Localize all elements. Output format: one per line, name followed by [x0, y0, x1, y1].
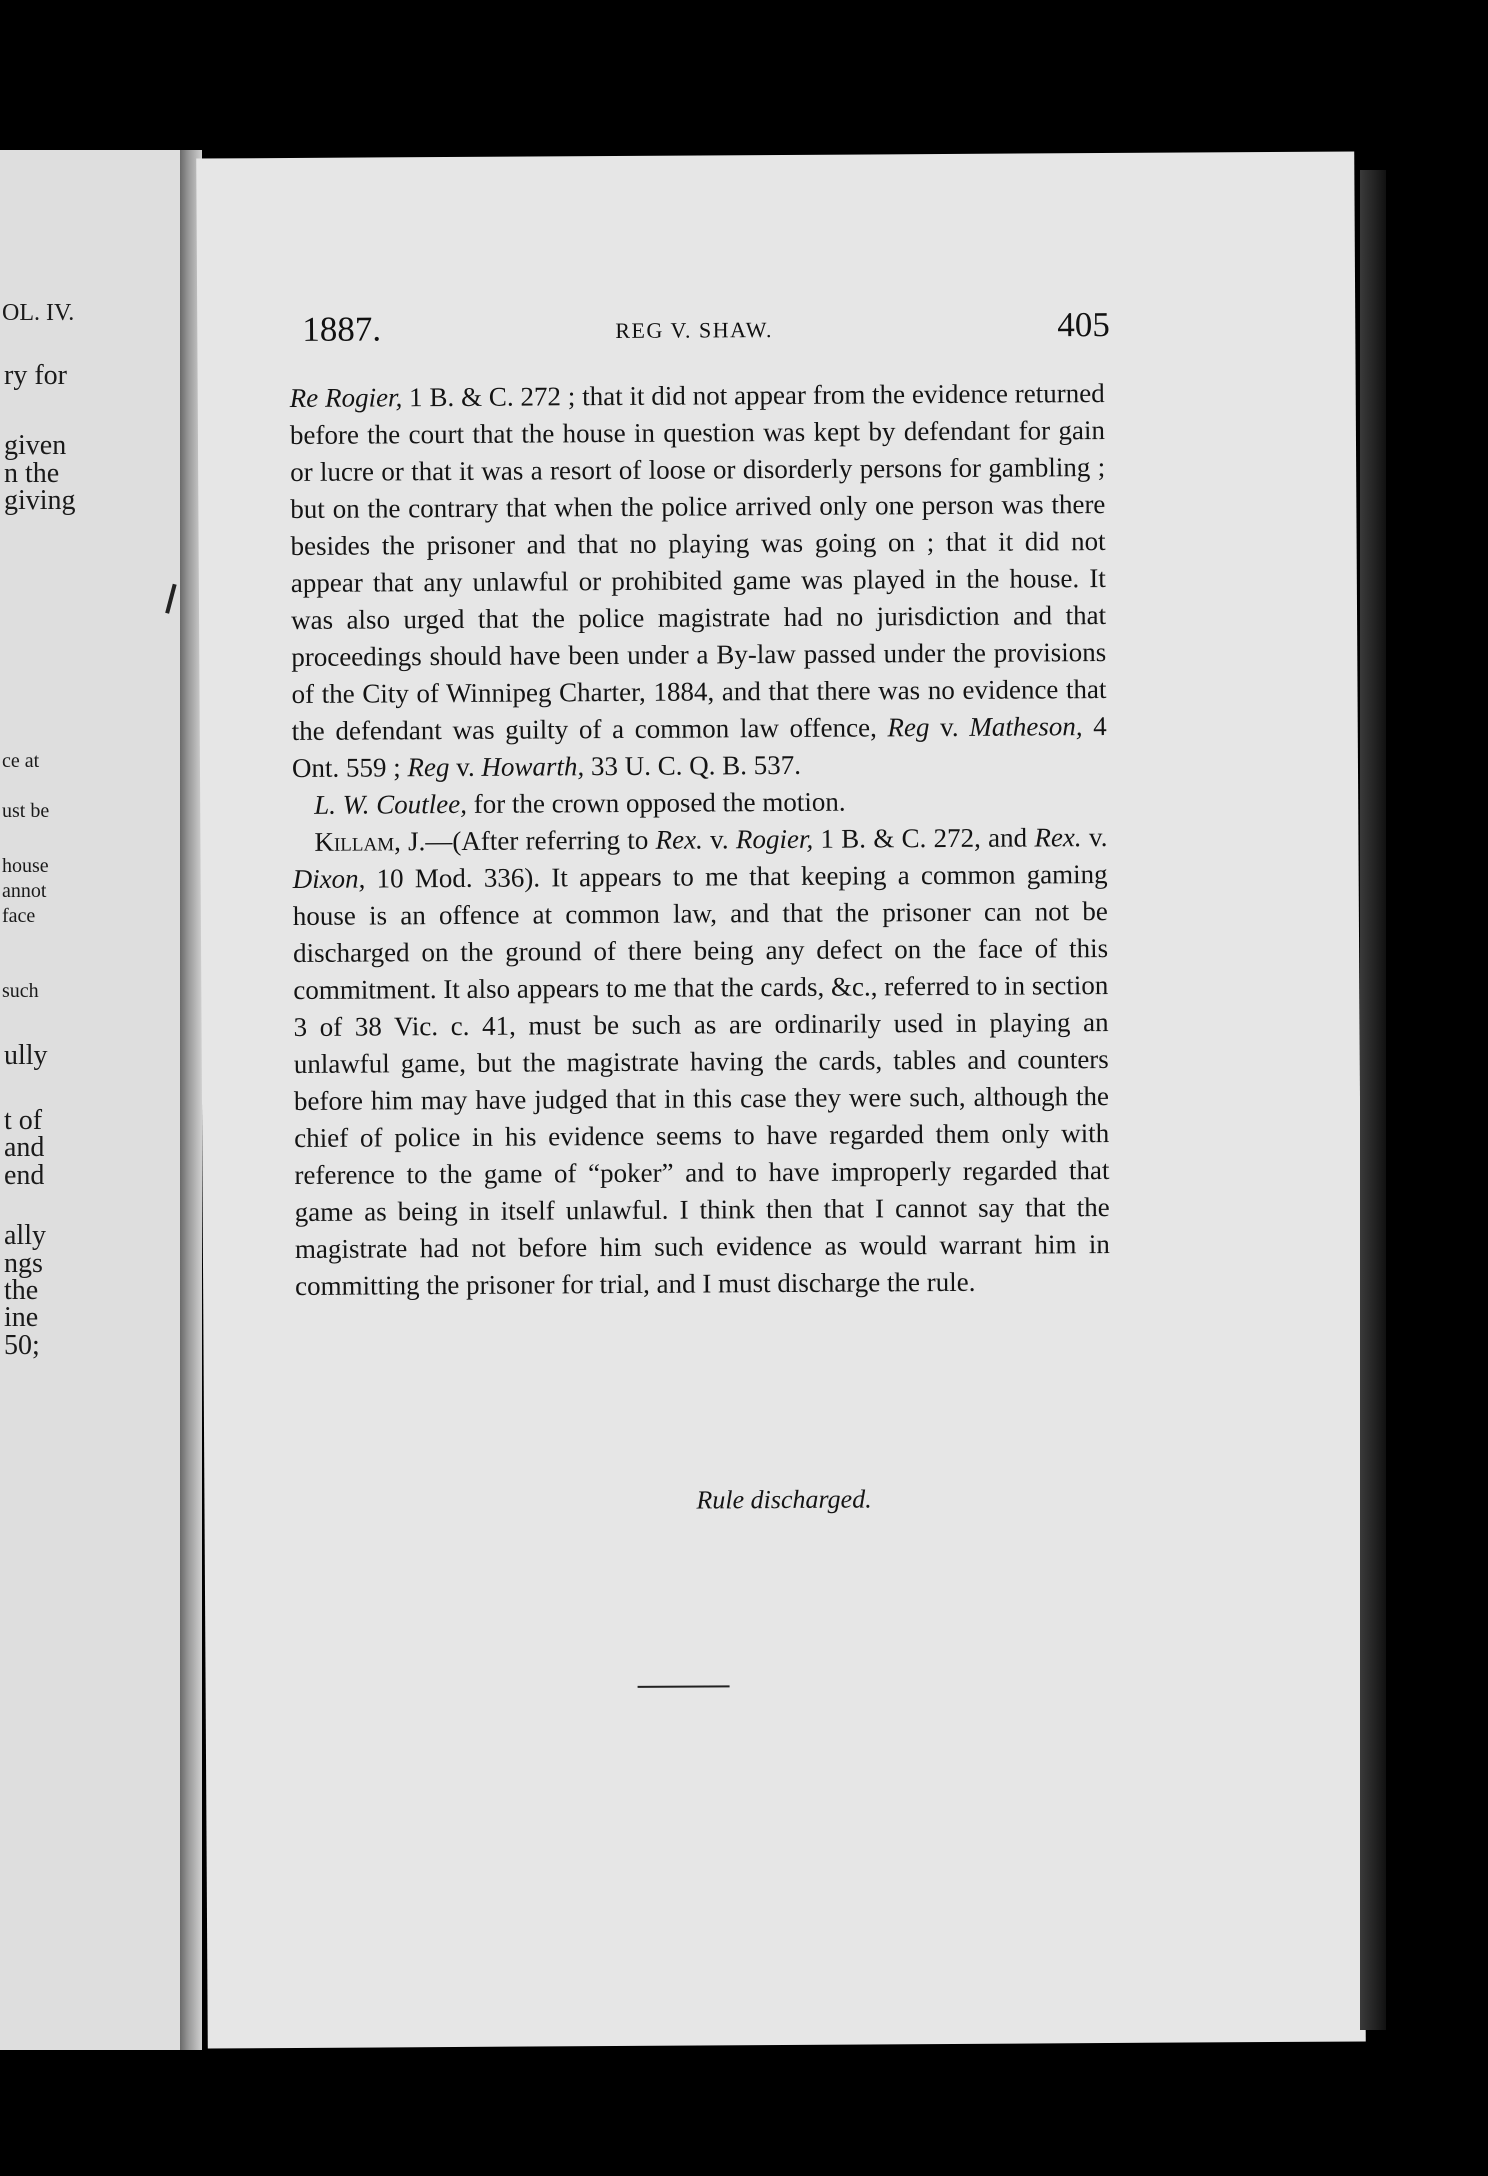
- closing-line: Rule discharged.: [696, 1484, 872, 1515]
- page-number: 405: [1057, 304, 1110, 345]
- left-page-line: n the: [4, 458, 60, 489]
- text-run: Rex.: [1034, 822, 1082, 853]
- left-page-line: ce at: [2, 750, 40, 772]
- left-page-line: t of: [4, 1105, 43, 1136]
- page-edge: [1360, 170, 1386, 2030]
- text-run: 4 Ont. 559 ;: [291, 711, 1107, 783]
- left-page-line: house: [2, 855, 49, 877]
- paragraph-crown-counsel: [292, 782, 1107, 824]
- text-run: Rogier,: [735, 823, 814, 855]
- left-page-line: the: [4, 1275, 39, 1306]
- left-page-line: OL. IV.: [2, 300, 75, 326]
- left-page-line: ully: [4, 1040, 48, 1071]
- text-run: Rex.: [655, 824, 703, 855]
- text-run: Re Rogier,: [289, 382, 403, 413]
- left-page-line: annot: [2, 880, 47, 902]
- text-run: 33 U. C. Q. B. 537.: [584, 749, 802, 782]
- text-run: v.: [1081, 822, 1108, 853]
- text-run: 1 B. & C. 272, and: [813, 822, 1035, 854]
- text-run: Howarth,: [481, 751, 585, 782]
- text-run: Killam: [314, 826, 395, 857]
- text-run: for the crown opposed the motion.: [466, 786, 846, 819]
- text-run: Matheson,: [969, 711, 1083, 742]
- running-head: REG V. SHAW.: [615, 317, 774, 343]
- text-run: , J.—(After referring to: [393, 824, 656, 857]
- paragraph-judgment: [292, 819, 1110, 1305]
- left-page-line: and: [4, 1132, 45, 1163]
- left-page-line: ine: [4, 1302, 39, 1333]
- book-page: [196, 151, 1366, 2048]
- left-page-line: face: [2, 905, 36, 927]
- left-page-line: ust be: [2, 800, 50, 822]
- text-run: v.: [449, 751, 482, 783]
- left-page-line: 50;: [4, 1330, 40, 1361]
- text-run: v.: [929, 711, 970, 743]
- left-page-line: ry for: [4, 360, 67, 391]
- text-run: Reg: [887, 712, 930, 743]
- left-page-line: end: [4, 1160, 45, 1191]
- left-page-fragment: [0, 150, 180, 2050]
- left-page-line: ally: [4, 1220, 46, 1251]
- section-rule: [638, 1685, 730, 1688]
- left-page-line: giving: [4, 485, 76, 516]
- text-run: v.: [702, 824, 736, 855]
- left-page-line: ngs: [4, 1248, 43, 1279]
- text-run: 1 B. & C. 272 ; that it did not appear from the evidence returned before the court that the house in question was kept by defendant for gain or lucre or that it was a resort of loose or disorderly persons for gambling ; but on the contrary that when the police arrived only one person was there besides the prisoner and that no playing was going on ; that it did not appear that any unlawful or prohibited game was played in the house. It was also urged that the police magistrate had no jurisdiction and that proceedings should have been under a By-law passed under the provisions of the City of Winnipeg Charter, 1884, and that there was no evidence that the defendant was guilty of a common law offence,: [289, 378, 1107, 746]
- text-run: Dixon,: [292, 863, 366, 894]
- left-page-line: such: [2, 980, 39, 1002]
- left-page-line: given: [4, 430, 67, 461]
- text-run: 10 Mod. 336). It appears to me that keeping a common gaming house is an offence at common law, and that the prisoner can not be discharged on the ground of there being any defect on the face of this commitment. It also appears to me that the cards, &c., referred to in section 3 of 38 Vic. c. 41, must be such as are ordinarily used in playing an unlawful game, but the magistrate having the cards, tables and counters before him may have judged that in this case they were such, although the chief of police in his evidence seems to have regarded them only with reference to the game of “poker” and to have improperly regarded that game as being in itself unlawful. I think then that I cannot say that the magistrate had not before him such evidence as would warrant him in committing the prisoner for trial, and I must discharge the rule.: [292, 859, 1110, 1301]
- text-run: Reg: [407, 752, 450, 783]
- text-run: L. W. Coutlee,: [314, 788, 468, 820]
- body-text: [290, 375, 1111, 1305]
- paragraph-argument: [290, 375, 1107, 787]
- header-year: 1887.: [302, 309, 382, 349]
